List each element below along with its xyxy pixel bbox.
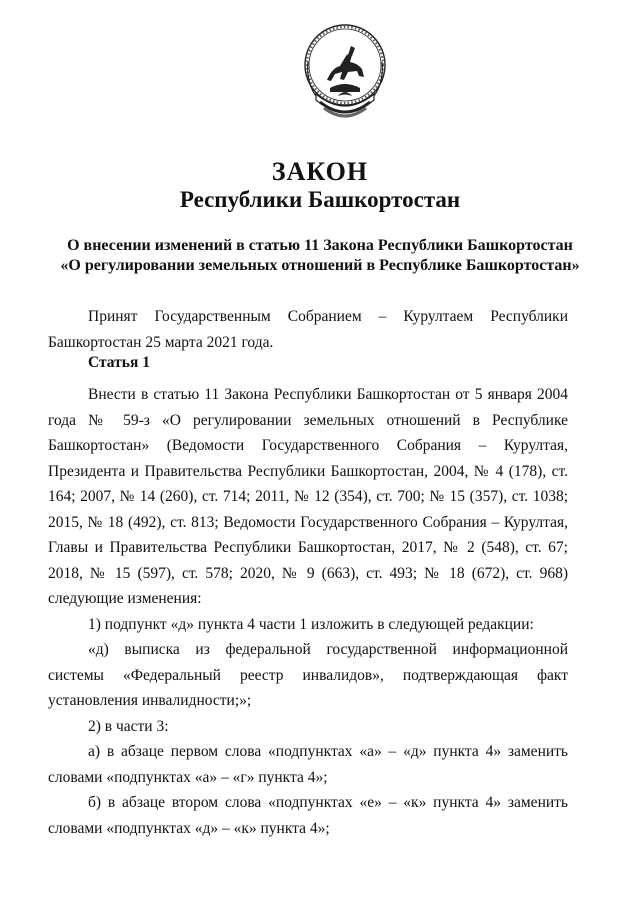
article-paragraph: б) в абзаце втором слова «подпунктах «е» – «к» пункта 4» заменить словами «подпунктах «д» – «к» пункта 4»; — [48, 794, 568, 837]
article-paragraph: «д) выписка из федеральной государственной информационной системы «Федеральный реестр инвалидов», подтверждающая факт установления инвалидности;»; — [48, 641, 568, 709]
article-paragraph: 1) подпункт «д» пункта 4 части 1 изложить в следующей редакции: — [88, 615, 534, 633]
article-body — [48, 382, 568, 841]
law-subject — [40, 236, 600, 276]
document-title: ЗАКОН — [271, 157, 369, 186]
coat-of-arms-emblem — [302, 22, 388, 130]
document-subtitle: Республики Башкортостан — [179, 187, 461, 212]
article-paragraph: Внести в статью 11 Закона Республики Башкортостан от 5 января 2004 года № 59-з «О регулировании земельных отношений в Республике Башкортостан» (Ведомости Государственного Собрания – Курултая, Президента и Правительства Республики Башкортостан, 2004, № 4 (178), ст. 164; 2007, № 14 (260), ст. 714; 2011, № 12 (354), ст. 700; № 15 (357), ст. 1038; 2015, № 18 (492), ст. 813; Ведомости Государственного Собрания – Курултая, Главы и Правительства Республики Башкортостан, 2017, № 2 (548), ст. 67; 2018, № 15 (597), ст. 578; 2020, № 9 (663), ст. 493; № 18 (672), ст. 968) следующие изменения: — [48, 386, 568, 607]
adoption-text: Принят Государственным Собранием – Курултаем Республики Башкортостан 25 марта 2021 года. — [48, 308, 568, 351]
article-paragraph: а) в абзаце первом слова «подпунктах «а» – «д» пункта 4» заменить словами «подпунктах «а» – «г» пункта 4»; — [48, 743, 568, 786]
law-subject-line-1: О внесении изменений в статью 11 Закона Республики Башкортостан — [67, 237, 573, 254]
article-heading: Статья 1 — [88, 354, 150, 371]
adoption-statement — [48, 304, 568, 355]
article-paragraph: 2) в части 3: — [88, 717, 169, 735]
law-subject-line-2: «О регулировании земельных отношений в Республике Башкортостан» — [60, 257, 580, 274]
